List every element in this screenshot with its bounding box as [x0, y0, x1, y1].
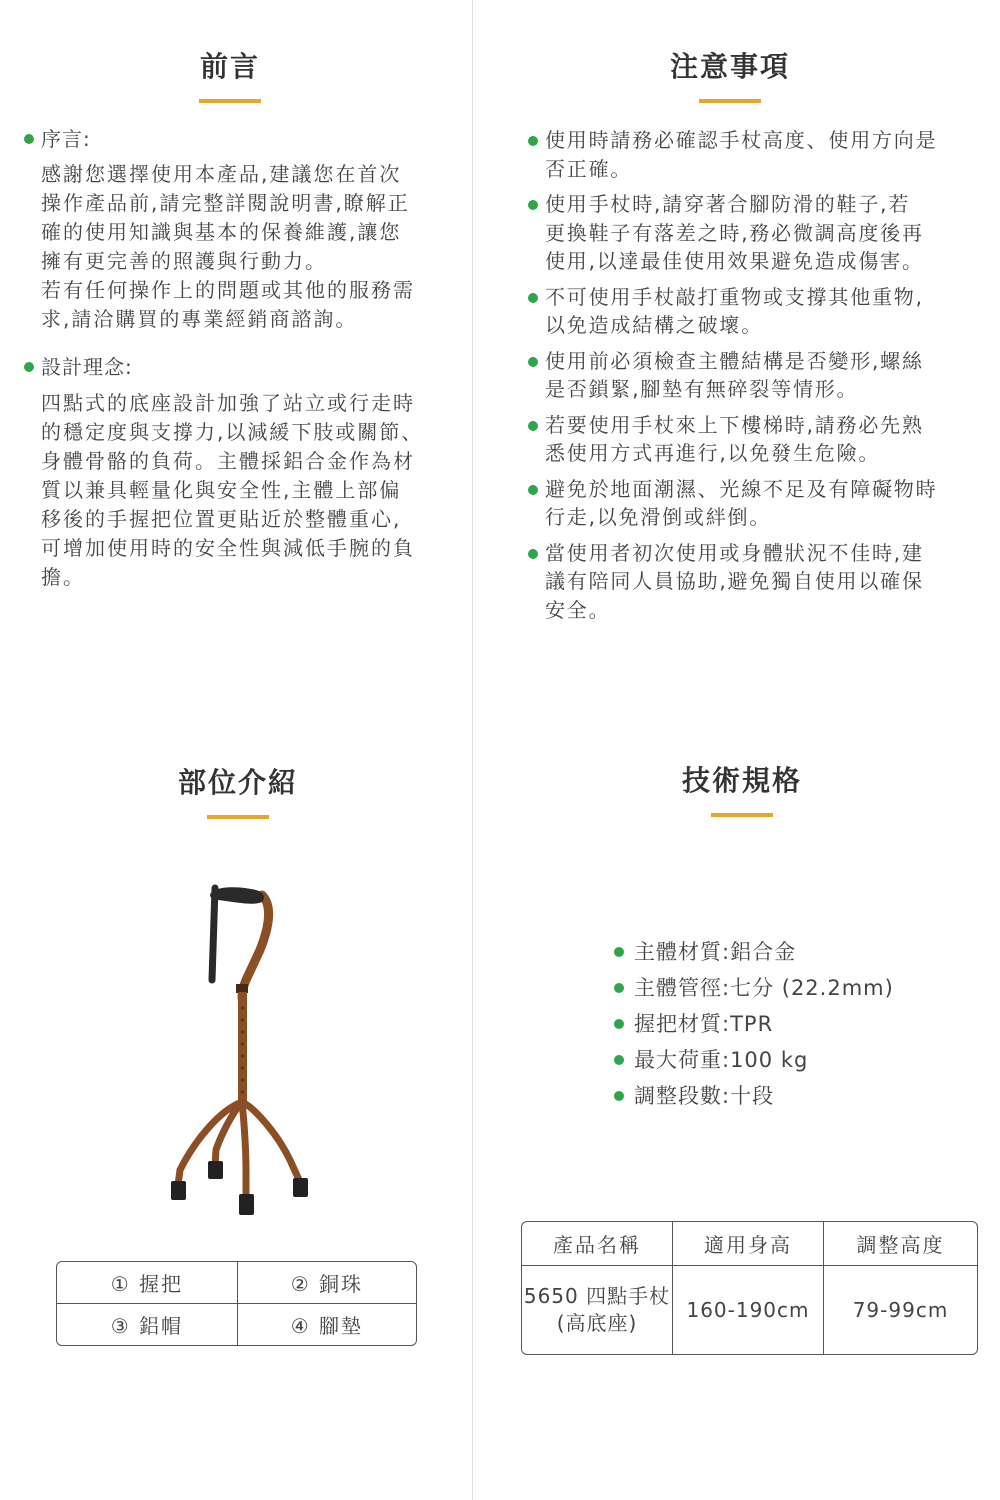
intro-line: 若有任何操作上的問題或其他的服務需 — [41, 278, 415, 302]
note-line: 議有陪同人員協助,避免獨自使用以確保 — [545, 569, 924, 593]
column-divider — [472, 0, 473, 1500]
copper-bead — [236, 984, 248, 993]
spec-item — [614, 970, 894, 1006]
note-line: 更換鞋子有落差之時,務必微調高度後再 — [545, 220, 924, 245]
note-line: 避免於地面潮濕、光線不足及有障礙物時 — [545, 476, 938, 501]
specs-title: 技術規格 — [681, 764, 802, 797]
note-item — [528, 126, 968, 183]
specs-heading — [642, 761, 842, 817]
spec-text: 調整段數:十段 — [634, 1084, 775, 1108]
note-item — [528, 347, 968, 404]
header-suitable-height: 適用身高 — [673, 1222, 824, 1266]
specs-list — [614, 934, 894, 1114]
heading-underline — [199, 99, 261, 103]
heading-underline — [699, 99, 761, 103]
header-adjust-height: 調整高度 — [824, 1222, 977, 1266]
note-line: 若要使用手杖來上下樓梯時,請務必先熟 — [545, 412, 924, 437]
note-line: 當使用者初次使用或身體狀況不佳時,建 — [545, 540, 924, 565]
bullet-icon — [528, 136, 538, 146]
intro-label-text: 序言: — [41, 127, 91, 151]
grip — [210, 887, 264, 903]
bullet-icon — [24, 362, 34, 372]
parts-table — [56, 1261, 417, 1346]
cane-upper-shaft — [242, 895, 269, 998]
bullet-icon — [614, 1091, 624, 1101]
note-line: 悉使用方式再進行,以免發生危險。 — [545, 441, 881, 465]
design-line: 四點式的底座設計加強了站立或行走時 — [41, 391, 415, 415]
note-line: 使用,以達最佳使用效果避免造成傷害。 — [545, 249, 924, 273]
note-line: 不可使用手杖敲打重物或支撐其他重物, — [545, 284, 924, 309]
note-item — [528, 190, 968, 276]
parts-heading — [138, 763, 338, 819]
bullet-icon — [528, 421, 538, 431]
part-foot-pad: ④ 腳墊 — [290, 1314, 363, 1338]
note-line: 使用前必須檢查主體結構是否變形,螺絲 — [545, 348, 924, 373]
cane-foot-tips — [171, 1161, 308, 1215]
preface-heading — [130, 47, 330, 103]
product-name-line: (高底座) — [556, 1311, 638, 1335]
design-line: 可增加使用時的安全性與減低手腕的負 — [41, 536, 415, 560]
spec-text: 最大荷重:100 kg — [634, 1048, 809, 1072]
part-aluminum-cap: ③ 鋁帽 — [57, 1304, 238, 1345]
note-item — [528, 411, 968, 468]
design-label-text: 設計理念: — [41, 355, 133, 379]
cell-suitable-height: 160-190cm — [673, 1266, 824, 1354]
bullet-icon — [528, 485, 538, 495]
product-spec-table — [521, 1221, 978, 1355]
intro-paragraph — [41, 160, 415, 334]
bullet-icon — [614, 983, 624, 993]
design-label — [41, 353, 133, 381]
notes-title: 注意事項 — [669, 50, 790, 83]
spec-item — [614, 934, 894, 970]
preface-title: 前言 — [199, 50, 260, 83]
bullet-icon — [528, 293, 538, 303]
bullet-icon — [24, 134, 34, 144]
design-line: 身體骨骼的負荷。主體採鋁合金作為材 — [41, 449, 415, 473]
note-item — [528, 283, 968, 340]
notes-heading — [630, 47, 830, 103]
intro-line: 感謝您選擇使用本產品,建議您在首次 — [41, 162, 402, 186]
design-line: 質以兼具輕量化與安全性,主體上部偏 — [41, 478, 402, 502]
heading-underline — [207, 815, 269, 819]
cell-product-name — [522, 1266, 673, 1354]
design-line: 的穩定度與支撐力,以減緩下肢或關節、 — [41, 420, 424, 444]
note-line: 以免造成結構之破壞。 — [545, 313, 763, 337]
note-line: 安全。 — [545, 597, 611, 622]
header-product-name: 產品名稱 — [522, 1222, 673, 1266]
intro-label — [41, 125, 91, 153]
cell-adjust-height: 79-99cm — [852, 1297, 949, 1322]
bullet-icon — [528, 200, 538, 210]
product-name-line: 5650 四點手杖 — [523, 1284, 671, 1308]
spec-item — [614, 1042, 894, 1078]
wrist-strap — [212, 888, 215, 980]
note-line: 行走,以免滑倒或絆倒。 — [545, 505, 772, 529]
cane-base-legs — [178, 1102, 300, 1198]
design-paragraph — [41, 389, 423, 592]
design-line: 移後的手握把位置更貼近於整體重心, — [41, 507, 402, 531]
spec-text: 主體管徑:七分 (22.2mm) — [634, 976, 894, 1000]
bullet-icon — [528, 549, 538, 559]
spec-text: 握把材質:TPR — [634, 1012, 774, 1036]
note-line: 否正確。 — [545, 156, 633, 181]
spec-text: 主體材質:鋁合金 — [634, 940, 797, 964]
note-line: 使用手杖時,請穿著合腳防滑的鞋子,若 — [545, 192, 911, 216]
intro-line: 求,請洽購買的專業經銷商諮詢。 — [41, 307, 358, 331]
heading-underline — [711, 813, 773, 817]
bullet-icon — [614, 1019, 624, 1029]
parts-title: 部位介紹 — [177, 766, 298, 799]
note-item — [528, 475, 968, 532]
spec-item — [614, 1078, 894, 1114]
note-line: 使用時請務必確認手杖高度、使用方向是 — [545, 128, 938, 152]
bullet-icon — [614, 947, 624, 957]
spec-item — [614, 1006, 894, 1042]
note-line: 是否鎖緊,腳墊有無碎裂等情形。 — [545, 377, 859, 401]
design-line: 擔。 — [41, 565, 85, 589]
intro-line: 擁有更完善的照護與行動力。 — [41, 249, 327, 273]
bullet-icon — [528, 357, 538, 367]
intro-line: 操作產品前,請完整詳閱說明書,瞭解正 — [41, 191, 410, 215]
part-copper-bead: ② 銅珠 — [238, 1262, 416, 1304]
note-item — [528, 539, 968, 625]
part-grip: ① 握把 — [57, 1262, 238, 1304]
notes-list — [528, 126, 968, 631]
bullet-icon — [614, 1055, 624, 1065]
quad-cane-illustration — [160, 880, 330, 1220]
intro-line: 確的使用知識與基本的保養維護,讓您 — [41, 220, 402, 244]
